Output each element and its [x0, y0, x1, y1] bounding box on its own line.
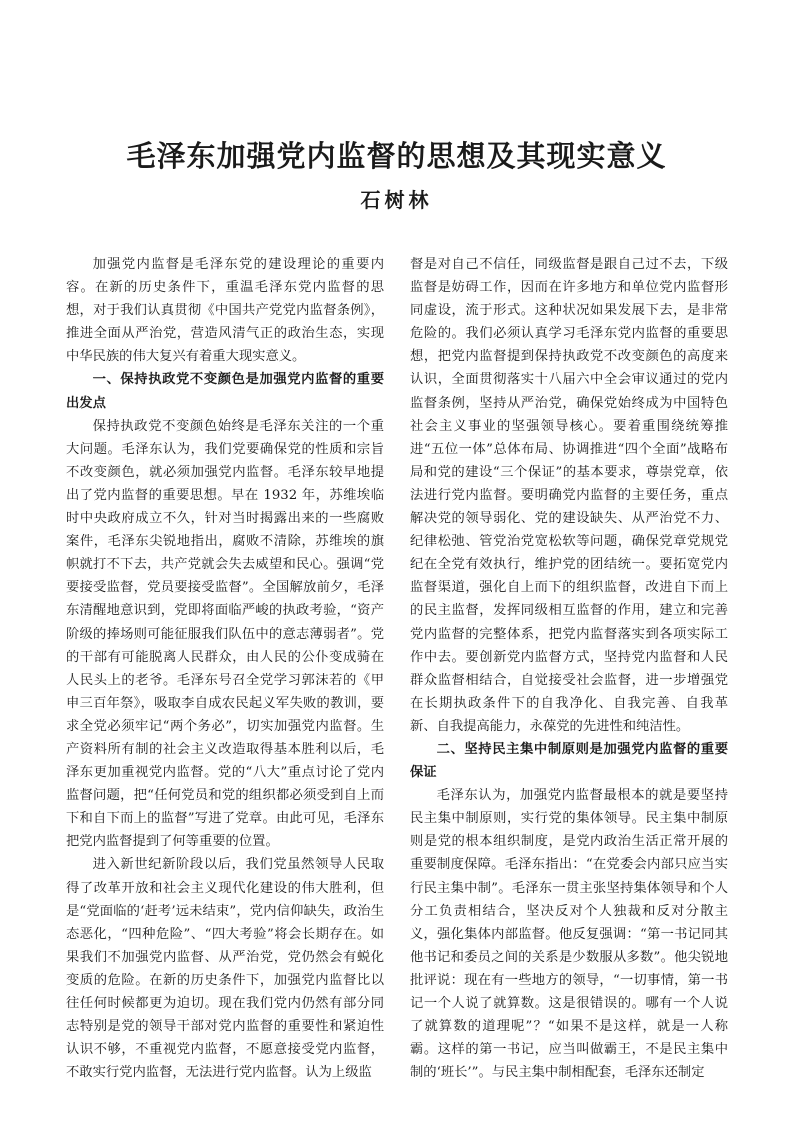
left-column — [66, 253, 384, 1084]
body-paragraph: 进入新世纪新阶段以后，我们党虽然领导人民取得了改革开放和社会主义现代化建设的伟大胜利，但是“党面临的‘赶考’远未结束”，党内信仰缺失，政治生态恶化，“四种危险”、“四大考验”将会长期存在。如果我们不加强党内监督、从严治党，党仍然会有蜕化变质的危险。在新的历史条件下，加强党内监督比以往任何时候都更为迫切。现在我们党内仍然有部分同志特别是党的领导干部对党内监督的重要性和紧迫性认识不够，不重视党内监督，不愿意接受党内监督，不敢实行党内监督，无法进行党内监督。认为上级监 — [66, 857, 384, 1081]
article-author: 石树林 — [360, 188, 433, 212]
section-heading-1: 一、保持执政党不变颜色是加强党内监督的重要出发点 — [66, 372, 384, 411]
section-heading-2: 二、坚持民主集中制原则是加强党内监督的重要保证 — [410, 741, 728, 781]
body-paragraph-continued: 督是对自己不信任，同级监督是跟自己过不去，下级监督是妨碍工作，因而在许多地方和单位党内监督形同虚设，流于形式。这种状况如果发展下去，是非常危险的。我们必须认真学习毛泽东党内监督的重要思想，把党内监督提到保持执政党不改变颜色的高度来认识，全面贯彻落实十八届六中全会审议通过的党内监督条例，坚持从严治党，确保党始终成为中国特色社会主义事业的坚强领导核心。要着重围绕统筹推进“五位一体”总体布局、协调推进“四个全面”战略布局和党的建设“三个保证”的基本要求，尊崇党章，依法进行党内监督。要明确党内监督的主要任务，重点解决党的领导弱化、党的建设缺失、从严治党不力、纪律松弛、管党治党宽松软等问题，确保党章党规党纪在全党有效执行，维护党的团结统一。要拓宽党内监督渠道，强化自上而下的组织监督，改进自下而上的民主监督，发挥同级相互监督的作用，建立和完善党内监督的完整体系，把党内监督落实到各项实际工作中去。要创新党内监督方式，坚持党内监督和人民群众监督相结合，自觉接受社会监督，进一步增强党在长期执政条件下的自我净化、自我完善、自我革新、自我提高能力，永葆党的先进性和纯洁性。 — [410, 257, 728, 734]
right-column — [410, 253, 728, 1084]
intro-paragraph: 加强党内监督是毛泽东党的建设理论的重要内容。在新的历史条件下，重温毛泽东党内监督的思想，对于我们认真贯彻《中国共产党党内监督条例》，推进全面从严治党，营造风清气正的政治生态，实现中华民族的伟大复兴有着重大现实意义。 — [66, 257, 384, 365]
body-paragraph: 毛泽东认为，加强党内监督最根本的就是要坚持民主集中制原则，实行党的集体领导。民主集中制原则是党的根本组织制度，是党内政治生活正常开展的重要制度保障。毛泽东指出：“在党委会内部只应当实行民主集中制”。毛泽东一贯主张坚持集体领导和个人分工负责相结合，坚决反对个人独裁和反对分散主义，强化集体内部监督。他反复强调：“第一书记同其他书记和委员之间的关系是少数服从多数”。他尖锐地批评说：现在有一些地方的领导，“一切事情，第一书记一个人说了就算数。这是很错误的。哪有一个人说了就算数的道理呢”？“如果不是这样，就是一人称霸。这样的第一书记，应当叫做霸王，不是民主集中制的‘班长’”。与民主集中制相配套，毛泽东还制定 — [410, 788, 728, 1081]
article-title: 毛泽东加强党内监督的思想及其现实意义 — [126, 139, 667, 173]
body-paragraph: 保持执政党不变颜色始终是毛泽东关注的一个重大问题。毛泽东认为，我们党要确保党的性质和宗旨不改变颜色，就必须加强党内监督。毛泽东较早地提出了党内监督的重要思想。早在 1932 年，苏维埃临时中央政府成立不久，针对当时揭露出来的一些腐败案件，毛泽东尖锐地指出，腐败不清除，苏维埃的旗帜就打不下去，共产党就会失去威望和民心。强调“党要接受监督，党员要接受监督”。全国解放前夕，毛泽东清醒地意识到，党即将面临严峻的执政考验，“资产阶级的捧场则可能征服我们队伍中的意志薄弱者”。党的干部有可能脱离人民群众，由人民的公仆变成骑在人民头上的老爷。毛泽东号召全党学习郭沫若的《甲申三百年祭》，吸取李自成农民起义军失败的教训，要求全党必须牢记“两个务必”，切实加强党内监督。生产资料所有制的社会主义改造取得基本胜利以后，毛泽东更加重视党内监督。党的“八大”重点讨论了党内监督问题，把“任何党员和党的组织都必须受到自上而下和自下而上的监督”写进了党章。由此可见，毛泽东把党内监督提到了何等重要的位置。 — [66, 418, 384, 850]
